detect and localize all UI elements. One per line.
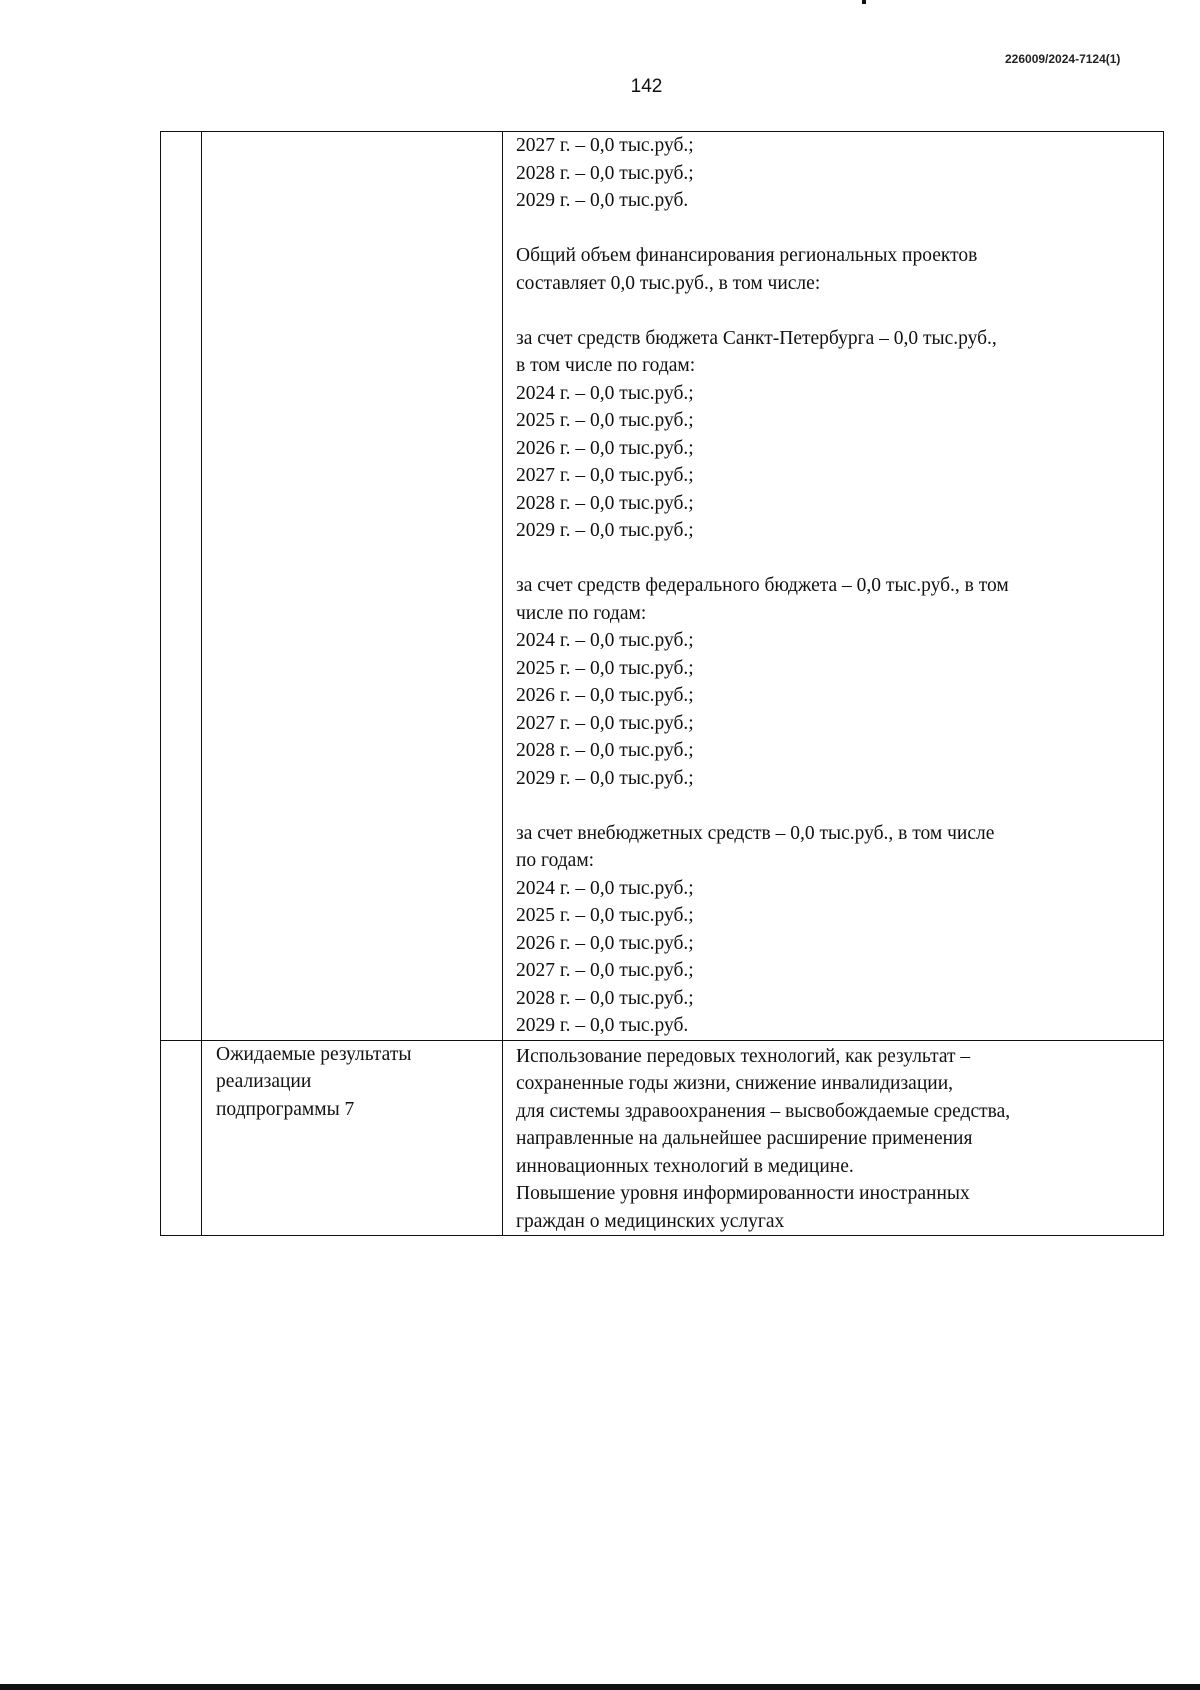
spb-budget-year-line: 2026 г. – 0,0 тыс.руб.; bbox=[516, 437, 694, 459]
spb-budget-line: за счет средств бюджета Санкт-Петербурга – 0,0 тыс.руб., bbox=[516, 327, 997, 349]
extrabudgetary-year-line: 2026 г. – 0,0 тыс.руб.; bbox=[516, 932, 694, 954]
expected-results-label: Ожидаемые результаты bbox=[216, 1043, 412, 1065]
federal-budget-year-line: 2026 г. – 0,0 тыс.руб.; bbox=[516, 685, 694, 706]
funding-cell bbox=[503, 132, 1164, 1041]
row-number-cell bbox=[161, 132, 202, 1041]
expected-results-line: сохраненные годы жизни, снижение инвалидизации, bbox=[516, 1073, 954, 1094]
scan-mark bbox=[862, 0, 866, 4]
spb-budget-year-line: 2027 г. – 0,0 тыс.руб.; bbox=[516, 465, 694, 486]
table-row-results bbox=[161, 1040, 1164, 1236]
expected-results-line: Использование передовых технологий, как результат – bbox=[516, 1045, 971, 1067]
blank-line bbox=[516, 792, 1157, 820]
federal-budget-year-line: 2027 г. – 0,0 тыс.руб.; bbox=[516, 712, 694, 734]
expected-results-text-cell bbox=[503, 1040, 1164, 1236]
federal-budget-year-line: 2024 г. – 0,0 тыс.руб.; bbox=[516, 630, 694, 651]
blank-line bbox=[516, 297, 1157, 325]
expected-results-label: реализации bbox=[216, 1071, 312, 1092]
extrabudgetary-year-line: 2029 г. – 0,0 тыс.руб. bbox=[516, 1015, 689, 1036]
expected-results-line: граждан о медицинских услугах bbox=[516, 1210, 785, 1232]
federal-budget-year-line: 2025 г. – 0,0 тыс.руб.; bbox=[516, 657, 694, 679]
expected-results-line: для системы здравоохранения – высвобождаемые средства, bbox=[516, 1100, 1011, 1122]
expected-results-label-cell bbox=[202, 1040, 503, 1236]
funding-total-line: Общий объем финансирования региональных проектов bbox=[516, 245, 978, 266]
extrabudgetary-line: за счет внебюджетных средств – 0,0 тыс.руб., в том числе bbox=[516, 822, 995, 844]
funding-line: 2027 г. – 0,0 тыс.руб.; bbox=[516, 135, 694, 156]
spb-budget-line: в том числе по годам: bbox=[516, 355, 696, 376]
page-number: 142 bbox=[630, 76, 663, 97]
funding-total-line: составляет 0,0 тыс.руб., в том числе: bbox=[516, 272, 821, 294]
expected-results-label: подпрограммы 7 bbox=[216, 1098, 355, 1120]
expected-results-line: Повышение уровня информированности иностранных bbox=[516, 1183, 970, 1204]
expected-results-line: направленные на дальнейшее расширение применения bbox=[516, 1128, 973, 1149]
row-label-cell bbox=[202, 132, 503, 1041]
scan-bottom-edge bbox=[0, 1684, 1200, 1690]
spb-budget-year-line: 2025 г. – 0,0 тыс.руб.; bbox=[516, 410, 694, 431]
blank-line bbox=[516, 545, 1157, 573]
federal-budget-year-line: 2028 г. – 0,0 тыс.руб.; bbox=[516, 740, 694, 761]
row-number-cell bbox=[161, 1040, 202, 1236]
extrabudgetary-year-line: 2028 г. – 0,0 тыс.руб.; bbox=[516, 987, 694, 1009]
federal-budget-line: за счет средств федерального бюджета – 0,0 тыс.руб., в том bbox=[516, 575, 1009, 596]
expected-results-line: инновационных технологий в медицине. bbox=[516, 1155, 854, 1177]
table-row-funding bbox=[161, 132, 1164, 1041]
funding-line: 2029 г. – 0,0 тыс.руб. bbox=[516, 190, 689, 211]
federal-budget-year-line: 2029 г. – 0,0 тыс.руб.; bbox=[516, 767, 694, 789]
funding-line: 2028 г. – 0,0 тыс.руб.; bbox=[516, 162, 694, 184]
extrabudgetary-line: по годам: bbox=[516, 850, 595, 871]
extrabudgetary-year-line: 2024 г. – 0,0 тыс.руб.; bbox=[516, 877, 694, 899]
extrabudgetary-year-line: 2027 г. – 0,0 тыс.руб.; bbox=[516, 960, 694, 981]
federal-budget-line: числе по годам: bbox=[516, 602, 647, 624]
program-passport-table bbox=[160, 131, 1164, 1236]
extrabudgetary-year-line: 2025 г. – 0,0 тыс.руб.; bbox=[516, 905, 694, 926]
blank-line bbox=[516, 215, 1157, 243]
document-number: 226009/2024-7124(1) bbox=[1005, 52, 1121, 66]
spb-budget-year-line: 2024 г. – 0,0 тыс.руб.; bbox=[516, 382, 694, 404]
spb-budget-year-line: 2029 г. – 0,0 тыс.руб.; bbox=[516, 520, 694, 541]
spb-budget-year-line: 2028 г. – 0,0 тыс.руб.; bbox=[516, 492, 694, 514]
